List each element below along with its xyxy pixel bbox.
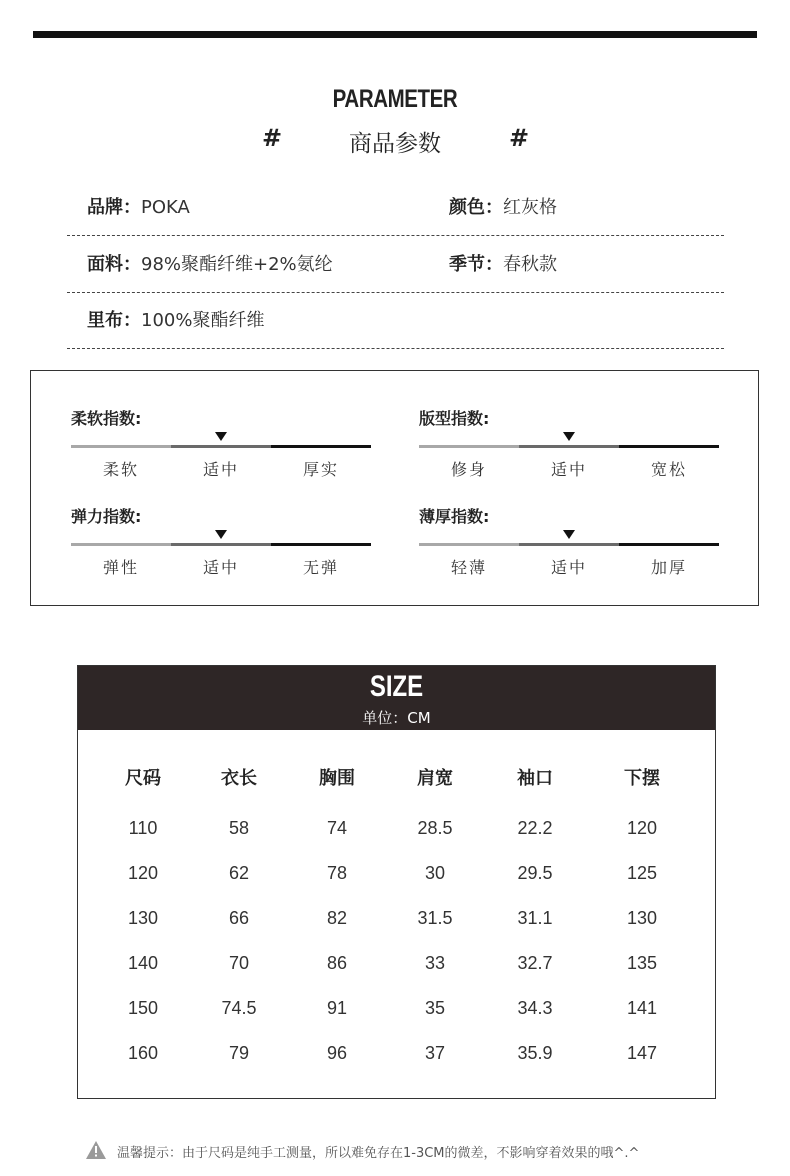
size-cell: 74 — [326, 818, 348, 838]
scale-label: 适中 — [550, 558, 587, 577]
scale-segment — [271, 543, 371, 546]
size-title: SIZE — [369, 670, 424, 703]
scale-segment — [171, 543, 271, 546]
warning-icon — [86, 1141, 106, 1159]
scale-segment — [71, 543, 171, 546]
scale-segment — [271, 445, 371, 448]
index-title: 柔软指数: — [71, 409, 142, 428]
param-lining: 里布：100%聚酯纤维 — [87, 310, 265, 331]
size-cell: 31.5 — [417, 908, 453, 928]
size-cell: 86 — [326, 953, 348, 973]
size-unit: 单位：CM — [362, 709, 431, 727]
hash-right: # — [509, 124, 530, 152]
index-panel — [30, 370, 759, 606]
notice-text: 温馨提示：由于尺码是纯手工测量，所以难免存在1-3CM的微差，不影响穿着效果的哦^.^ — [117, 1146, 640, 1161]
param-row — [67, 236, 724, 293]
size-cell: 141 — [626, 998, 658, 1018]
size-cell: 78 — [326, 863, 348, 883]
size-chart — [77, 665, 716, 1099]
size-column-header: 胸围 — [319, 768, 355, 789]
size-cell: 62 — [228, 863, 250, 883]
indicator-arrow-icon — [563, 432, 575, 441]
scale-segment — [619, 445, 719, 448]
scale-segment — [519, 543, 619, 546]
scale-label: 适中 — [202, 460, 239, 479]
size-cell: 70 — [228, 953, 250, 973]
size-cell: 120 — [127, 863, 159, 883]
size-cell: 66 — [228, 908, 250, 928]
size-column-header: 尺码 — [125, 768, 161, 789]
size-cell: 96 — [326, 1043, 348, 1063]
scale-segment — [419, 543, 519, 546]
size-cell: 35 — [424, 998, 446, 1018]
indicator-arrow-icon — [215, 530, 227, 539]
size-cell: 29.5 — [517, 863, 553, 883]
param-row — [67, 292, 724, 349]
scale-label: 厚实 — [302, 460, 339, 479]
scale-label: 宽松 — [650, 460, 687, 479]
size-cell: 58 — [228, 818, 250, 838]
size-cell: 147 — [626, 1043, 658, 1063]
notice — [86, 1140, 766, 1164]
index-title: 薄厚指数: — [419, 507, 490, 526]
scale-segment — [419, 445, 519, 448]
scale-label: 适中 — [550, 460, 587, 479]
param-fabric: 面料：98%聚酯纤维+2%氨纶 — [87, 254, 333, 275]
param-season: 季节：春秋款 — [449, 254, 557, 275]
param-color: 颜色：红灰格 — [449, 197, 557, 218]
softness-index — [71, 406, 371, 486]
size-cell: 22.2 — [517, 818, 553, 838]
size-cell: 34.3 — [517, 998, 553, 1018]
size-cell: 160 — [127, 1043, 159, 1063]
size-cell: 130 — [127, 908, 159, 928]
size-column-header: 下摆 — [624, 768, 660, 789]
scale-label: 加厚 — [650, 558, 687, 577]
scale-label: 无弹 — [302, 558, 339, 577]
size-column-header: 衣长 — [221, 768, 257, 789]
scale-segment — [619, 543, 719, 546]
size-cell: 32.7 — [517, 953, 553, 973]
size-cell: 130 — [626, 908, 658, 928]
scale-label: 适中 — [202, 558, 239, 577]
elasticity-index — [71, 504, 371, 584]
size-column-header: 袖口 — [517, 768, 553, 789]
index-title: 版型指数: — [419, 409, 490, 428]
size-cell: 79 — [228, 1043, 250, 1063]
size-cell: 28.5 — [417, 818, 453, 838]
size-cell: 110 — [128, 818, 158, 838]
size-column-header: 肩宽 — [417, 768, 453, 789]
size-cell: 125 — [626, 863, 658, 883]
size-table — [78, 666, 715, 1098]
size-cell: 33 — [424, 953, 446, 973]
param-brand: 品牌：POKA — [87, 197, 190, 218]
size-cell: 37 — [424, 1043, 446, 1063]
scale-segment — [171, 445, 271, 448]
index-title: 弹力指数: — [71, 507, 142, 526]
size-cell: 30 — [424, 863, 446, 883]
scale-label: 修身 — [450, 460, 487, 479]
size-cell: 140 — [127, 953, 159, 973]
fit-index — [419, 406, 719, 486]
scale-segment — [71, 445, 171, 448]
indicator-arrow-icon — [563, 530, 575, 539]
size-cell: 91 — [326, 998, 348, 1018]
size-cell: 150 — [127, 998, 159, 1018]
top-divider-bar — [33, 31, 757, 38]
size-cell: 135 — [626, 953, 658, 973]
scale-label: 弹性 — [102, 558, 139, 577]
size-cell: 82 — [326, 908, 348, 928]
size-cell: 35.9 — [517, 1043, 553, 1063]
scale-label: 轻薄 — [450, 558, 487, 577]
indicator-arrow-icon — [215, 432, 227, 441]
size-cell: 74.5 — [221, 998, 257, 1018]
size-cell: 31.1 — [517, 908, 553, 928]
parameter-title: PARAMETER — [332, 85, 458, 113]
product-params-subtitle: 商品参数 — [349, 131, 441, 157]
hash-left: # — [262, 124, 283, 152]
scale-label: 柔软 — [102, 460, 139, 479]
thickness-index — [419, 504, 719, 584]
size-cell: 120 — [626, 818, 658, 838]
param-row — [67, 179, 724, 236]
subtitle-row — [0, 124, 790, 158]
scale-segment — [519, 445, 619, 448]
